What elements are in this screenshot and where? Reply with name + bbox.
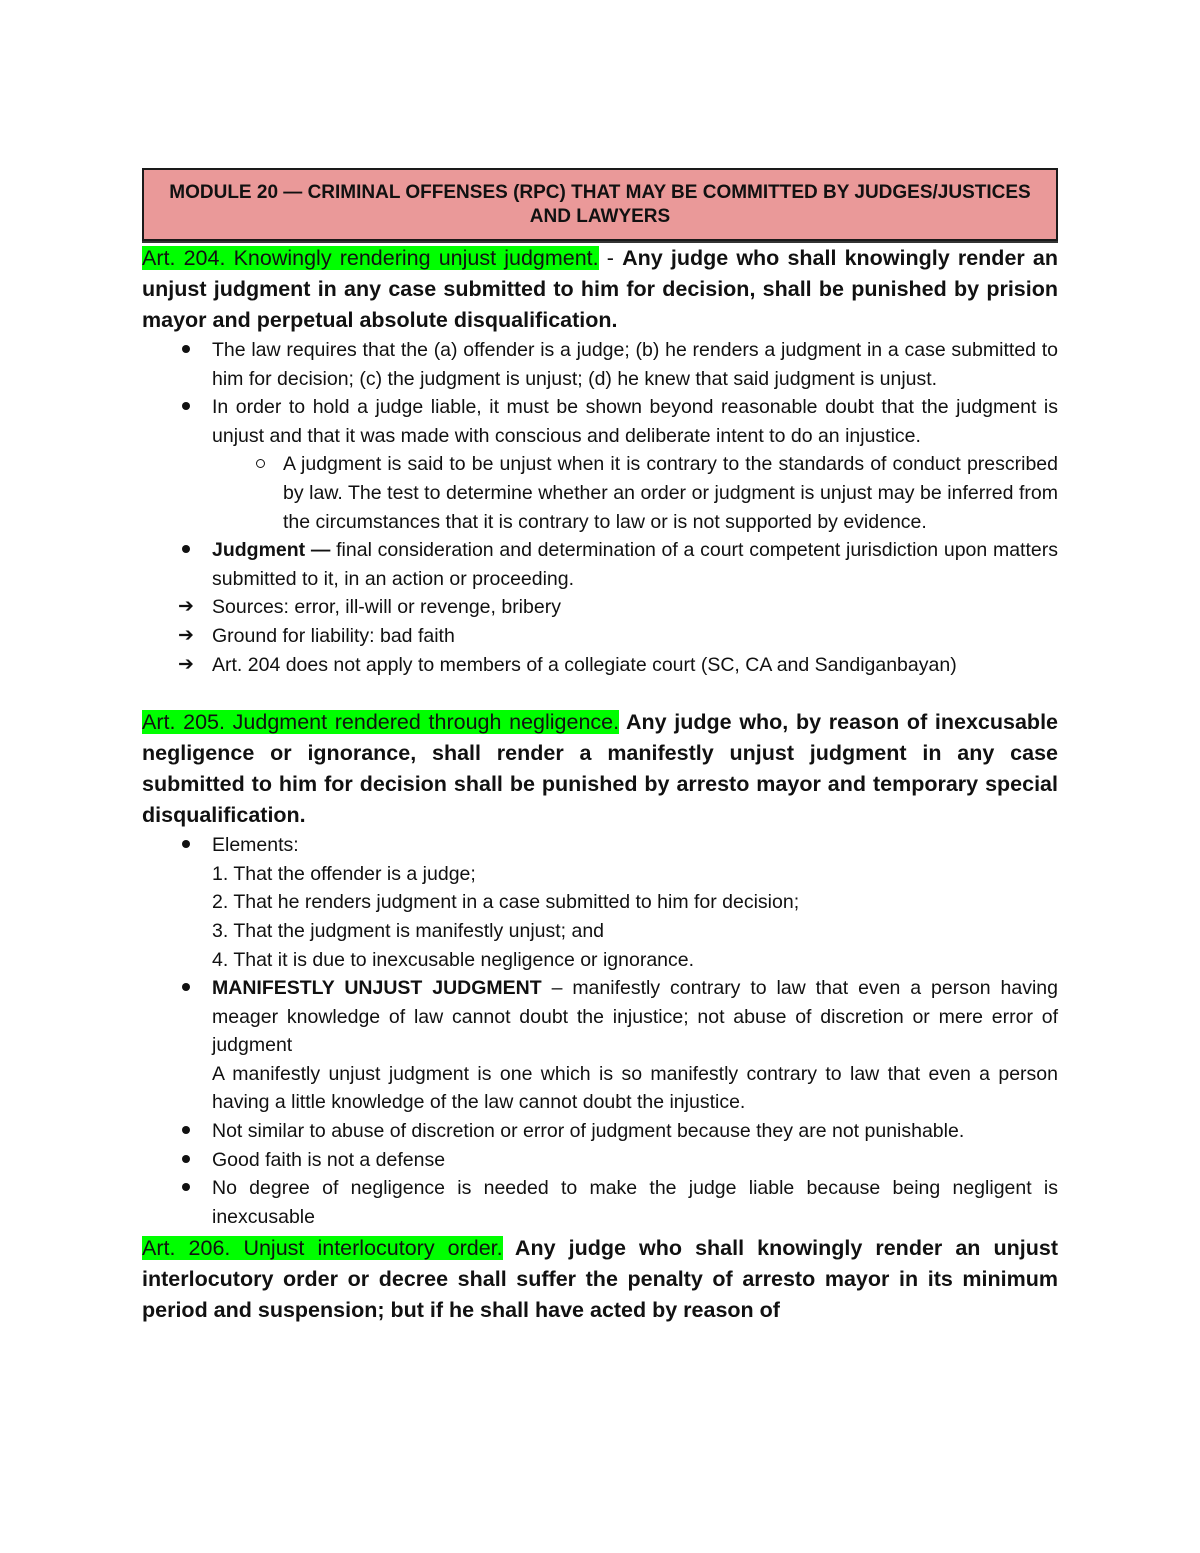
definition-text: final consideration and determination of a court competent jurisdiction upon matters submitted to it, in an action or proceeding.: [212, 539, 1058, 590]
arrow-icon: ➔: [178, 653, 194, 675]
bullet-icon: [176, 336, 196, 365]
list-item-text: Not similar to abuse of discretion or error of judgment because they are not punishable.: [212, 1120, 965, 1143]
article-204-heading: Art. 204. Knowingly rendering unjust judgment.: [142, 246, 599, 270]
bullet-icon: [176, 393, 196, 422]
list-item-text: The law requires that the (a) offender is a judge; (b) he renders a judgment in a case submitted to him for decision; (c) the judgment is unjust; (d) he knew that said judgment is unjust.: [212, 339, 1058, 390]
article-206-text: Any judge who shall knowingly render an unjust interlocutory order or decree shall suffer the penalty of arresto mayor in its minimum period and suspension; but if he shall have acted by reason of: [142, 1236, 1059, 1323]
document-page: [142, 168, 1058, 1326]
article-206-paragraph: [142, 1233, 1058, 1326]
article-205-heading: Art. 205. Judgment rendered through negligence.: [142, 710, 620, 735]
bullet-icon: [176, 536, 196, 565]
sub-list-item: [142, 450, 1058, 536]
arrow-icon: ➔: [178, 624, 194, 646]
bullet-icon: [176, 1146, 196, 1175]
element-item: 2. That he renders judgment in a case submitted to him for decision;: [212, 891, 800, 914]
article-204-paragraph: [142, 243, 1058, 336]
hollow-bullet-icon: [250, 450, 270, 479]
definition-text: – manifestly contrary to law that even a person having meager knowledge of law cannot doubt the injustice; not abuse of discretion or mere error of judgment: [212, 977, 1058, 1057]
list-item: [142, 336, 1058, 393]
article-206-heading: Art. 206. Unjust interlocutory order.: [142, 1236, 503, 1261]
element-item: 1. That the offender is a judge;: [212, 862, 476, 885]
list-item: [142, 393, 1058, 450]
list-item-text: Good faith is not a defense: [212, 1148, 446, 1171]
list-item: [142, 1117, 1058, 1146]
article-205-paragraph: [142, 707, 1058, 831]
list-item: [142, 831, 1058, 974]
element-item: 4. That it is due to inexcusable negligence or ignorance.: [212, 948, 695, 971]
definition-term: MANIFESTLY UNJUST JUDGMENT: [212, 977, 542, 1000]
article-204-list: [142, 336, 1058, 679]
list-item-text: A judgment is said to be unjust when it is contrary to the standards of conduct prescribed by law. The test to determine whether an order or judgment is unjust may be inferred from the circumstances that it is contrary to law or is not supported by evidence.: [283, 453, 1058, 533]
article-204-separator: -: [598, 246, 623, 270]
list-item: [142, 593, 1058, 622]
list-item-text: Sources: error, ill-will or revenge, bribery: [212, 596, 561, 619]
list-item-text: Art. 204 does not apply to members of a collegiate court (SC, CA and Sandiganbayan): [212, 653, 957, 676]
article-205-list: [142, 831, 1058, 1231]
element-item: 3. That the judgment is manifestly unjust; and: [212, 919, 605, 942]
bullet-icon: [176, 1174, 196, 1203]
article-204-text: Any judge who shall knowingly render an unjust judgment in any case submitted to him for decision, shall be punished by prision mayor and perpetual absolute disqualification.: [142, 246, 1058, 332]
list-item-text: No degree of negligence is needed to make the judge liable because being negligent is inexcusable: [212, 1177, 1058, 1228]
list-item: [142, 622, 1058, 651]
bullet-icon: [176, 974, 196, 1003]
arrow-icon: ➔: [178, 596, 194, 618]
module-title-box: [142, 168, 1058, 241]
list-item-text: In order to hold a judge liable, it must be shown beyond reasonable doubt that the judgment is unjust and that it was made with conscious and deliberate intent to do an injustice.: [212, 396, 1058, 447]
elements-label: Elements:: [212, 834, 299, 857]
list-item: [142, 1174, 1058, 1231]
list-item: [142, 536, 1058, 593]
list-item: [142, 974, 1058, 1117]
definition-text-continued: A manifestly unjust judgment is one which is so manifestly contrary to law that even a person having a little knowledge of the law cannot doubt the injustice.: [212, 1062, 1058, 1114]
module-title: MODULE 20 — CRIMINAL OFFENSES (RPC) THAT MAY BE COMMITTED BY JUDGES/JUSTICES AND LAWYERS: [169, 182, 1031, 227]
bullet-icon: [176, 1117, 196, 1146]
bullet-icon: [176, 831, 196, 860]
list-item: [142, 651, 1058, 680]
definition-term: Judgment —: [212, 539, 331, 562]
list-item: [142, 1146, 1058, 1175]
article-205-text: Any judge who, by reason of inexcusable negligence or ignorance, shall render a manifestly unjust judgment in any case submitted to him for decision shall be punished by arresto mayor and temporary special disqualification.: [142, 710, 1058, 828]
list-item-text: Ground for liability: bad faith: [212, 624, 455, 647]
